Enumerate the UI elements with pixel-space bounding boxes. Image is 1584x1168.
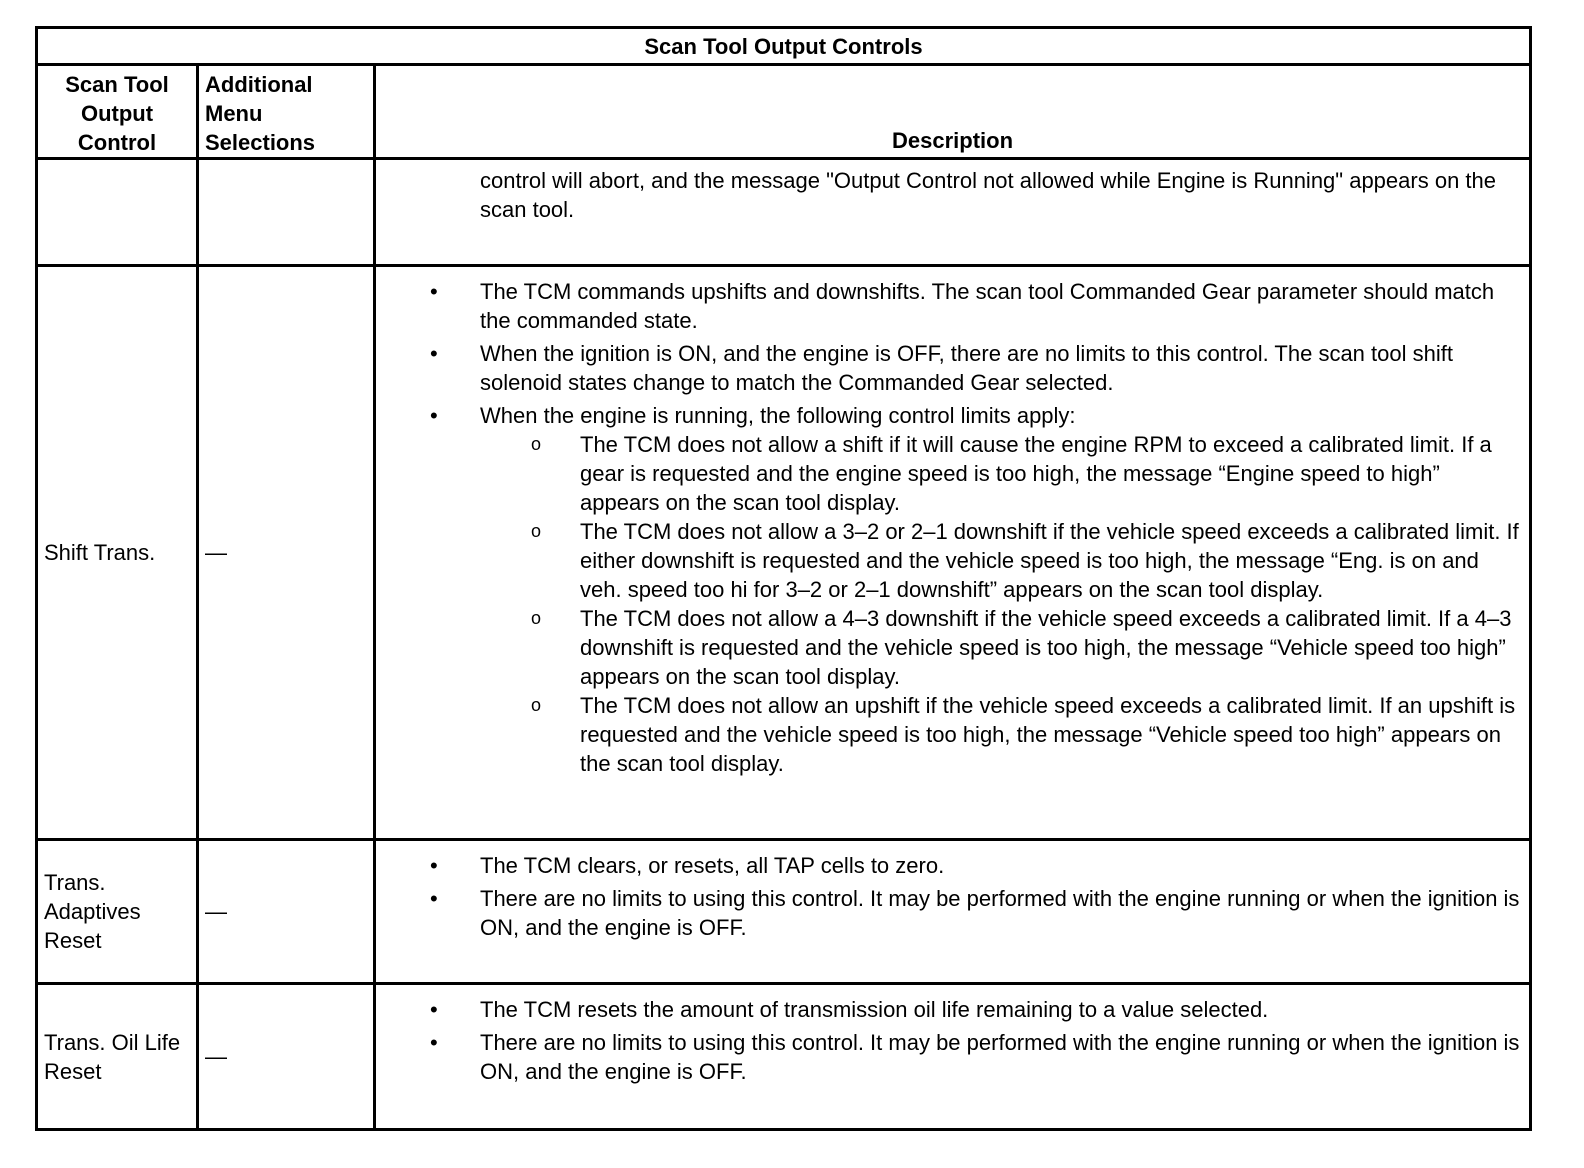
bullet-item: • The TCM commands upshifts and downshifts. The scan tool Commanded Gear parameter should match the commanded state. [376, 277, 1521, 335]
header-control: Scan Tool Output Control [37, 65, 198, 159]
sub-bullet-item: o The TCM does not allow a shift if it will cause the engine RPM to exceed a calibrated limit. If a gear is requested and the engine speed is too high, the message “Engine speed to high” appears on the scan tool display. [376, 430, 1521, 517]
bullet-item: • When the engine is running, the following control limits apply: [376, 401, 1521, 430]
sub-bullet-item: o The TCM does not allow a 4–3 downshift if the vehicle speed exceeds a calibrated limit. If a 4–3 downshift is requested and the vehicle speed is too high, the message “Vehicle speed too high” appears on the scan tool display. [376, 604, 1521, 691]
menu-cell: — [198, 840, 375, 984]
table-title: Scan Tool Output Controls [37, 28, 1531, 65]
control-cell: Trans. Oil Life Reset [37, 984, 198, 1130]
table-row [37, 984, 1531, 1130]
header-description: Description [375, 65, 1531, 159]
bullet-item: • The TCM resets the amount of transmission oil life remaining to a value selected. [376, 995, 1521, 1024]
table-row [37, 159, 1531, 266]
header-menu: Additional Menu Selections [198, 65, 375, 159]
bullet-item: • The TCM clears, or resets, all TAP cells to zero. [376, 851, 1521, 880]
control-cell [37, 159, 198, 266]
menu-cell: — [198, 984, 375, 1130]
control-cell: Shift Trans. [37, 266, 198, 840]
menu-cell [198, 159, 375, 266]
table-row [37, 266, 1531, 840]
sub-bullet-item: o The TCM does not allow a 3–2 or 2–1 downshift if the vehicle speed exceeds a calibrated limit. If either downshift is requested and the vehicle speed is too high, the message “Eng. is on and veh. speed too hi for 3–2 or 2–1 downshift” appears on the scan tool display. [376, 517, 1521, 604]
bullet-item: • There are no limits to using this control. It may be performed with the engine running or when the ignition is ON, and the engine is OFF. [376, 1028, 1521, 1086]
menu-cell: — [198, 266, 375, 840]
bullet-item: • There are no limits to using this control. It may be performed with the engine running or when the ignition is ON, and the engine is OFF. [376, 884, 1521, 942]
control-cell: Trans. Adaptives Reset [37, 840, 198, 984]
sub-bullet-item: o The TCM does not allow an upshift if the vehicle speed exceeds a calibrated limit. If an upshift is requested and the vehicle speed is too high, the message “Vehicle speed too high” appears on the scan tool display. [376, 691, 1521, 778]
table-row [37, 840, 1531, 984]
description-text: control will abort, and the message "Output Control not allowed while Engine is Running" appears on the scan tool. [480, 168, 1496, 222]
bullet-item: • When the ignition is ON, and the engine is OFF, there are no limits to this control. The scan tool shift solenoid states change to match the Commanded Gear selected. [376, 339, 1521, 397]
output-controls-table [35, 26, 1532, 1131]
